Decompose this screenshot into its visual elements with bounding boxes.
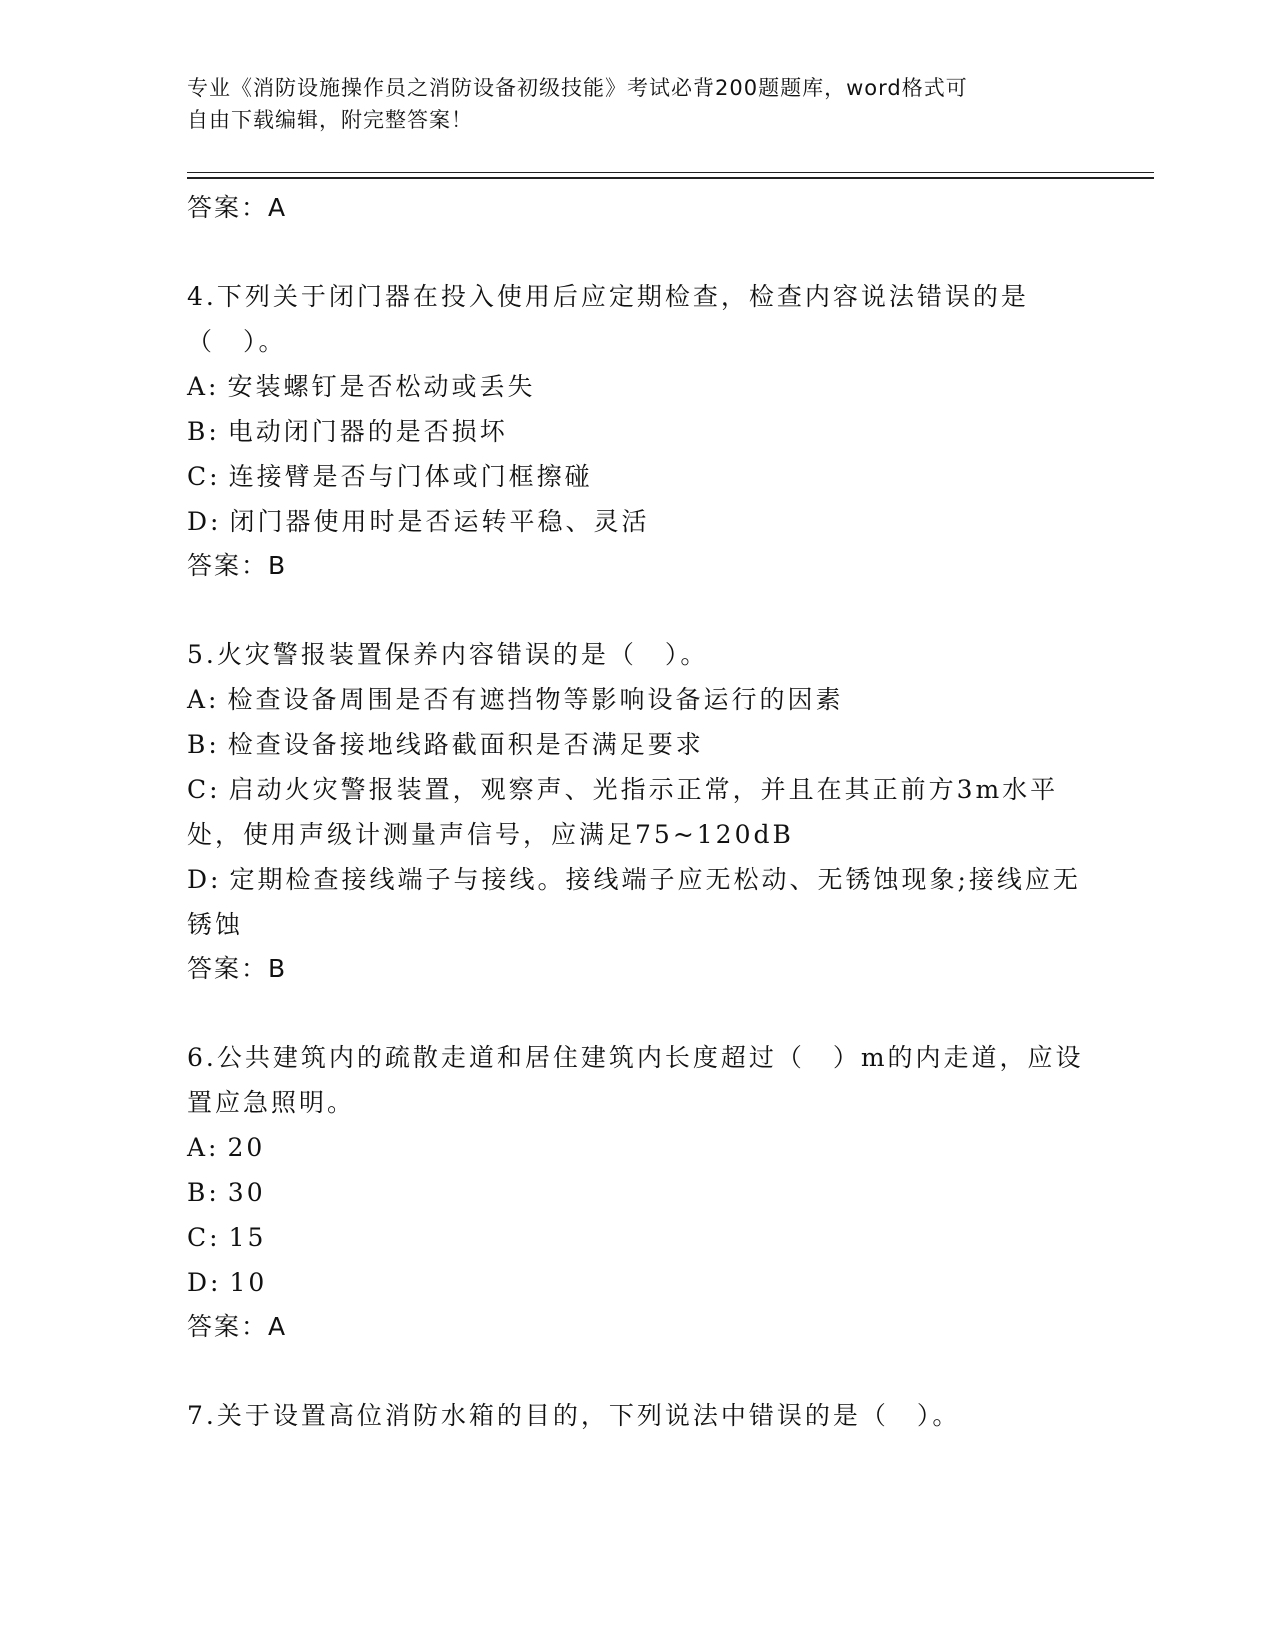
answer: 答案：A [187,1312,288,1341]
option-b: B: 检查设备接地线路截面积是否满足要求 [187,730,704,759]
option-d: D: 10 [187,1268,268,1297]
header-line-2: 自由下载编辑，附完整答案！ [187,108,473,132]
header-line-1: 专业《消防设施操作员之消防设备初级技能》考试必背200题题库，word格式可 [187,76,968,100]
option-c: C: 15 [187,1223,267,1252]
page-header [187,72,1067,136]
question-stem: 7.关于设置高位消防水箱的目的，下列说法中错误的是（ ）。 [187,1401,961,1430]
option-d: D: 闭门器使用时是否运转平稳、灵活 [187,507,650,536]
question-7 [187,1393,1087,1438]
question-stem: 4.下列关于闭门器在投入使用后应定期检查，检查内容说法错误的是（ ）。 [187,282,1029,356]
option-c: C: 启动火灾警报装置，观察声、光指示正常，并且在其正前方3m水平处，使用声级计测量声信号，应满足75~120dB [187,775,1059,849]
option-c: C: 连接臂是否与门体或门框擦碰 [187,462,593,491]
option-a: A: 检查设备周围是否有遮挡物等影响设备运行的因素 [187,685,844,714]
option-a: A: 安装螺钉是否松动或丢失 [187,372,536,401]
header-rule-thick [187,177,1154,179]
option-b: B: 电动闭门器的是否损坏 [187,417,508,446]
question-stem: 6.公共建筑内的疏散走道和居住建筑内长度超过（ ）m的内走道，应设置应急照明。 [187,1043,1084,1117]
option-d: D: 定期检查接线端子与接线。接线端子应无松动、无锈蚀现象;接线应无锈蚀 [187,865,1081,939]
question-6 [187,1035,1087,1349]
answer: 答案：B [187,954,288,983]
question-4 [187,274,1087,588]
answer-prev: 答案：A [187,193,288,222]
question-stem: 5.火灾警报装置保养内容错误的是（ ）。 [187,640,709,669]
question-5 [187,632,1087,991]
answer: 答案：B [187,551,288,580]
header-rule-thin [187,172,1154,173]
option-a: A: 20 [187,1133,266,1162]
option-b: B: 30 [187,1178,266,1207]
document-body [187,186,1087,1438]
